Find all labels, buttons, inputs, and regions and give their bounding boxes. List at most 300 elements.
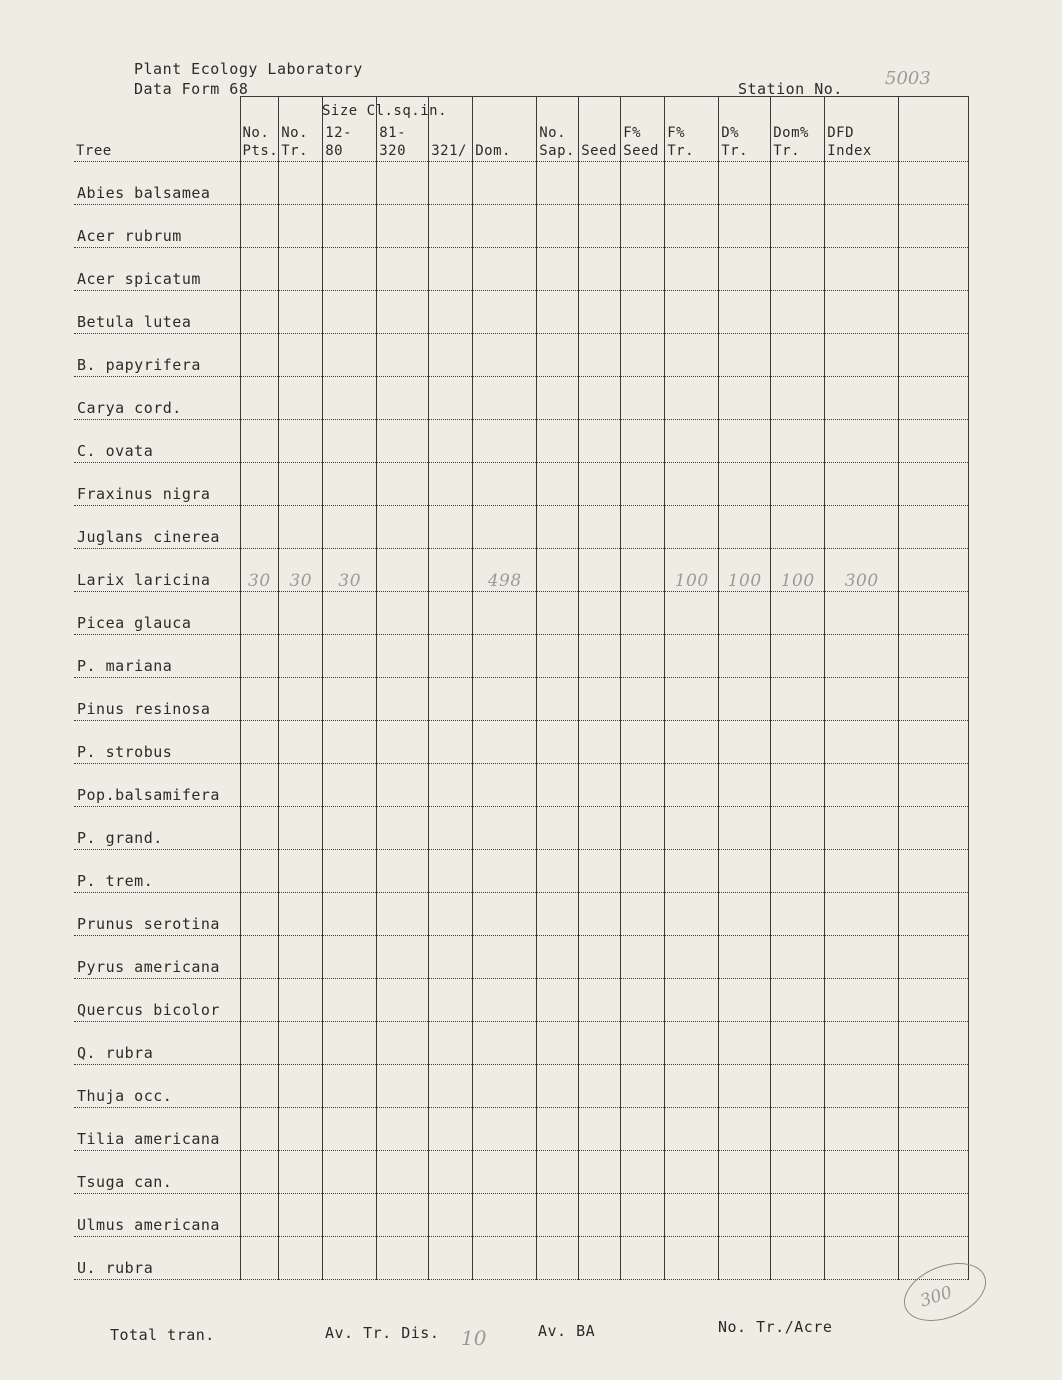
cell-pts xyxy=(240,1194,279,1237)
cell-fseed xyxy=(621,1108,665,1151)
table-row xyxy=(74,334,969,377)
cell-fseed xyxy=(621,1022,665,1065)
tree-name: Thuja occ. xyxy=(77,1087,173,1105)
cell-seed xyxy=(579,549,621,592)
cell-pts xyxy=(240,807,279,850)
column-header-s81 xyxy=(377,97,429,162)
cell-sap xyxy=(537,162,579,205)
cell-seed xyxy=(579,205,621,248)
cell-sap xyxy=(537,1151,579,1194)
cell-x1 xyxy=(899,1022,969,1065)
cell-domtr xyxy=(771,807,825,850)
cell-sap xyxy=(537,334,579,377)
column-header-s321 xyxy=(429,97,473,162)
cell-pts xyxy=(240,635,279,678)
cell-pts xyxy=(240,1065,279,1108)
cell-pts xyxy=(240,162,279,205)
cell-x1 xyxy=(899,936,969,979)
footer-total-label: Total tran. xyxy=(110,1326,215,1344)
cell-dfd xyxy=(825,506,899,549)
cell-s81 xyxy=(377,893,429,936)
footer-av-tr-dis-label: Av. Tr. Dis. xyxy=(325,1324,440,1342)
tree-name-cell xyxy=(74,1022,240,1065)
cell-tr xyxy=(279,1022,323,1065)
cell-dom xyxy=(473,893,537,936)
cell-x1 xyxy=(899,807,969,850)
cell-dtr xyxy=(719,592,771,635)
cell-s12 xyxy=(323,850,377,893)
cell-seed xyxy=(579,721,621,764)
tree-name: Fraxinus nigra xyxy=(77,485,211,503)
cell-tr xyxy=(279,1237,323,1280)
cell-s81 xyxy=(377,506,429,549)
cell-sap xyxy=(537,420,579,463)
table-row xyxy=(74,162,969,205)
cell-ftr xyxy=(665,936,719,979)
cell-fseed xyxy=(621,1151,665,1194)
cell-ftr xyxy=(665,1151,719,1194)
cell-tr xyxy=(279,592,323,635)
cell-x1 xyxy=(899,420,969,463)
cell-tr xyxy=(279,936,323,979)
cell-s12 xyxy=(323,205,377,248)
cell-s81 xyxy=(377,420,429,463)
cell-dtr xyxy=(719,850,771,893)
cell-tr xyxy=(279,205,323,248)
cell-domtr xyxy=(771,291,825,334)
cell-pts xyxy=(240,764,279,807)
cell-domtr xyxy=(771,334,825,377)
column-header-fseed xyxy=(621,97,665,162)
tree-name-cell xyxy=(74,1065,240,1108)
cell-tr xyxy=(279,506,323,549)
table-row xyxy=(74,549,969,592)
cell-fseed xyxy=(621,420,665,463)
cell-pts xyxy=(240,334,279,377)
cell-ftr xyxy=(665,850,719,893)
tree-name-cell xyxy=(74,1108,240,1151)
tree-name-cell xyxy=(74,635,240,678)
cell-s321 xyxy=(429,721,473,764)
cell-tr xyxy=(279,420,323,463)
cell-sap xyxy=(537,506,579,549)
cell-dtr xyxy=(719,635,771,678)
cell-sap xyxy=(537,979,579,1022)
cell-s81 xyxy=(377,1108,429,1151)
cell-x1 xyxy=(899,850,969,893)
cell-dfd xyxy=(825,1022,899,1065)
cell-x1 xyxy=(899,893,969,936)
tree-name: Carya cord. xyxy=(77,399,182,417)
cell-pts xyxy=(240,291,279,334)
cell-domtr xyxy=(771,1065,825,1108)
cell-ftr xyxy=(665,506,719,549)
tree-name-cell xyxy=(74,678,240,721)
cell-fseed xyxy=(621,205,665,248)
cell-pts xyxy=(240,592,279,635)
cell-s321 xyxy=(429,807,473,850)
cell-dtr xyxy=(719,678,771,721)
tree-name: Prunus serotina xyxy=(77,915,220,933)
cell-dfd xyxy=(825,1065,899,1108)
cell-sap xyxy=(537,291,579,334)
cell-s12 xyxy=(323,1108,377,1151)
table-row xyxy=(74,205,969,248)
cell-s81 xyxy=(377,592,429,635)
cell-s321 xyxy=(429,936,473,979)
cell-tr xyxy=(279,721,323,764)
cell-x1 xyxy=(899,205,969,248)
cell-ftr xyxy=(665,764,719,807)
cell-fseed xyxy=(621,807,665,850)
cell-dfd xyxy=(825,893,899,936)
cell-dom xyxy=(473,1065,537,1108)
cell-pts xyxy=(240,1237,279,1280)
column-header-tree xyxy=(74,97,240,162)
cell-tr xyxy=(279,807,323,850)
footer-circled-value: 300 xyxy=(917,1282,955,1312)
cell-s81 xyxy=(377,162,429,205)
cell-x1 xyxy=(899,1065,969,1108)
cell-seed xyxy=(579,678,621,721)
cell-ftr xyxy=(665,205,719,248)
cell-seed xyxy=(579,764,621,807)
column-header-s12 xyxy=(323,97,377,162)
cell-x1 xyxy=(899,721,969,764)
tree-name: Pinus resinosa xyxy=(77,700,211,718)
cell-ftr xyxy=(665,721,719,764)
tree-name-cell xyxy=(74,549,240,592)
cell-dfd xyxy=(825,592,899,635)
column-header-dtr xyxy=(719,97,771,162)
cell-x1 xyxy=(899,678,969,721)
cell-fseed xyxy=(621,850,665,893)
cell-s12 xyxy=(323,162,377,205)
cell-dtr xyxy=(719,1151,771,1194)
cell-dom xyxy=(473,1237,537,1280)
tree-name: P. trem. xyxy=(77,872,154,890)
cell-seed xyxy=(579,807,621,850)
cell-s12 xyxy=(323,721,377,764)
cell-tr xyxy=(279,1065,323,1108)
cell-dom xyxy=(473,1194,537,1237)
cell-dfd xyxy=(825,807,899,850)
cell-domtr: 100 xyxy=(771,549,825,592)
cell-s81 xyxy=(377,377,429,420)
cell-fseed xyxy=(621,1194,665,1237)
tree-name: Acer spicatum xyxy=(77,270,201,288)
cell-pts xyxy=(240,377,279,420)
cell-s12 xyxy=(323,334,377,377)
cell-pts xyxy=(240,721,279,764)
tree-name-cell xyxy=(74,1151,240,1194)
cell-dom xyxy=(473,377,537,420)
tree-name-cell xyxy=(74,334,240,377)
cell-s81 xyxy=(377,463,429,506)
cell-dtr xyxy=(719,291,771,334)
cell-dtr xyxy=(719,205,771,248)
tree-name: C. ovata xyxy=(77,442,154,460)
tree-name: Pyrus americana xyxy=(77,958,220,976)
table-row xyxy=(74,248,969,291)
cell-s12 xyxy=(323,1194,377,1237)
column-header-pts xyxy=(240,97,279,162)
cell-pts xyxy=(240,248,279,291)
cell-dtr xyxy=(719,936,771,979)
cell-dom xyxy=(473,248,537,291)
footer-av-ba-label: Av. BA xyxy=(538,1322,596,1340)
cell-x1 xyxy=(899,248,969,291)
tree-name: Larix laricina xyxy=(77,571,211,589)
cell-fseed xyxy=(621,162,665,205)
cell-dtr xyxy=(719,807,771,850)
cell-domtr xyxy=(771,979,825,1022)
column-header-label: D% Tr. xyxy=(721,125,749,159)
cell-seed xyxy=(579,248,621,291)
column-header-dfd xyxy=(825,97,899,162)
station-value: 5003 xyxy=(885,68,931,89)
tree-name: B. papyrifera xyxy=(77,356,201,374)
cell-s12 xyxy=(323,1022,377,1065)
cell-domtr xyxy=(771,936,825,979)
tree-name-cell xyxy=(74,1237,240,1280)
cell-sap xyxy=(537,635,579,678)
footer-no-tr-acre-label: No. Tr./Acre xyxy=(718,1318,833,1336)
cell-dom xyxy=(473,850,537,893)
cell-s321 xyxy=(429,764,473,807)
table-row xyxy=(74,1108,969,1151)
cell-fseed xyxy=(621,1237,665,1280)
table-row xyxy=(74,506,969,549)
tree-name: P. mariana xyxy=(77,657,173,675)
data-table xyxy=(74,96,969,1280)
cell-seed xyxy=(579,635,621,678)
cell-seed xyxy=(579,1194,621,1237)
cell-seed xyxy=(579,1022,621,1065)
cell-dfd xyxy=(825,979,899,1022)
cell-s12 xyxy=(323,807,377,850)
table-row xyxy=(74,463,969,506)
cell-sap xyxy=(537,807,579,850)
cell-domtr xyxy=(771,678,825,721)
cell-domtr xyxy=(771,420,825,463)
table-row xyxy=(74,936,969,979)
cell-dtr xyxy=(719,1065,771,1108)
column-header-tr xyxy=(279,97,323,162)
cell-dfd xyxy=(825,334,899,377)
size-class-header: Size Cl.sq.in. xyxy=(322,103,448,119)
cell-pts xyxy=(240,678,279,721)
cell-s12 xyxy=(323,1151,377,1194)
tree-name-cell xyxy=(74,592,240,635)
cell-fseed xyxy=(621,764,665,807)
cell-seed xyxy=(579,850,621,893)
tree-name: Abies balsamea xyxy=(77,184,211,202)
cell-dfd xyxy=(825,721,899,764)
column-header-label: No. Pts. xyxy=(242,125,279,159)
cell-pts xyxy=(240,205,279,248)
cell-dfd xyxy=(825,291,899,334)
cell-domtr xyxy=(771,1194,825,1237)
cell-ftr xyxy=(665,1194,719,1237)
cell-pts xyxy=(240,850,279,893)
cell-dfd xyxy=(825,1194,899,1237)
cell-tr xyxy=(279,979,323,1022)
cell-s81 xyxy=(377,1151,429,1194)
cell-tr xyxy=(279,635,323,678)
cell-dom xyxy=(473,936,537,979)
cell-s321 xyxy=(429,592,473,635)
cell-s321 xyxy=(429,205,473,248)
table-row xyxy=(74,1151,969,1194)
cell-fseed xyxy=(621,893,665,936)
cell-pts xyxy=(240,1022,279,1065)
tree-name-cell xyxy=(74,162,240,205)
column-header-label: Seed xyxy=(581,143,617,159)
cell-fseed xyxy=(621,506,665,549)
cell-seed xyxy=(579,506,621,549)
cell-s12 xyxy=(323,1065,377,1108)
cell-domtr xyxy=(771,463,825,506)
station-label: Station No. xyxy=(738,80,843,98)
tree-name-cell xyxy=(74,850,240,893)
cell-ftr xyxy=(665,1237,719,1280)
table-row xyxy=(74,377,969,420)
cell-s12 xyxy=(323,1237,377,1280)
tree-name-cell xyxy=(74,721,240,764)
cell-x1 xyxy=(899,549,969,592)
column-header-domtr xyxy=(771,97,825,162)
tree-name: U. rubra xyxy=(77,1259,154,1277)
tree-name: Juglans cinerea xyxy=(77,528,220,546)
cell-x1 xyxy=(899,334,969,377)
cell-pts xyxy=(240,979,279,1022)
cell-domtr xyxy=(771,592,825,635)
tree-name-cell xyxy=(74,1194,240,1237)
cell-dom xyxy=(473,1108,537,1151)
cell-dfd xyxy=(825,1151,899,1194)
cell-fseed xyxy=(621,334,665,377)
cell-s321 xyxy=(429,893,473,936)
lab-title: Plant Ecology Laboratory xyxy=(134,60,363,78)
cell-s81 xyxy=(377,248,429,291)
cell-sap xyxy=(537,1065,579,1108)
cell-dtr xyxy=(719,334,771,377)
column-header-label: No. Sap. xyxy=(539,125,575,159)
cell-dtr xyxy=(719,979,771,1022)
cell-dfd xyxy=(825,377,899,420)
cell-seed xyxy=(579,1065,621,1108)
cell-s81 xyxy=(377,850,429,893)
table-row xyxy=(74,420,969,463)
cell-sap xyxy=(537,592,579,635)
cell-tr xyxy=(279,1151,323,1194)
cell-sap xyxy=(537,463,579,506)
cell-ftr xyxy=(665,1065,719,1108)
tree-name-cell xyxy=(74,764,240,807)
cell-pts xyxy=(240,506,279,549)
table-row xyxy=(74,893,969,936)
cell-s12 xyxy=(323,635,377,678)
cell-s12 xyxy=(323,764,377,807)
cell-s81 xyxy=(377,721,429,764)
tree-name-cell xyxy=(74,248,240,291)
table-row xyxy=(74,1065,969,1108)
cell-s81 xyxy=(377,1022,429,1065)
cell-ftr xyxy=(665,635,719,678)
column-header-label: Dom% Tr. xyxy=(773,125,809,159)
cell-s12 xyxy=(323,377,377,420)
cell-s81 xyxy=(377,1194,429,1237)
cell-s12 xyxy=(323,506,377,549)
cell-domtr xyxy=(771,764,825,807)
cell-ftr xyxy=(665,678,719,721)
cell-seed xyxy=(579,291,621,334)
cell-dom xyxy=(473,334,537,377)
cell-dtr xyxy=(719,506,771,549)
cell-x1 xyxy=(899,1194,969,1237)
cell-ftr xyxy=(665,1108,719,1151)
cell-sap xyxy=(537,549,579,592)
cell-tr xyxy=(279,248,323,291)
cell-s321 xyxy=(429,979,473,1022)
cell-pts xyxy=(240,1108,279,1151)
cell-s321 xyxy=(429,1151,473,1194)
cell-seed xyxy=(579,936,621,979)
column-header-label: 12- 80 xyxy=(325,125,353,159)
cell-s321 xyxy=(429,850,473,893)
cell-s81 xyxy=(377,291,429,334)
cell-dfd xyxy=(825,248,899,291)
cell-dom xyxy=(473,205,537,248)
cell-seed xyxy=(579,592,621,635)
cell-dom xyxy=(473,592,537,635)
cell-sap xyxy=(537,893,579,936)
cell-s321 xyxy=(429,1194,473,1237)
cell-x1 xyxy=(899,463,969,506)
cell-fseed xyxy=(621,678,665,721)
cell-seed xyxy=(579,979,621,1022)
column-header-label: F% Tr. xyxy=(667,125,695,159)
form-title: Data Form 68 xyxy=(134,80,249,98)
cell-pts xyxy=(240,420,279,463)
cell-s321 xyxy=(429,1108,473,1151)
tree-name: Acer rubrum xyxy=(77,227,182,245)
cell-dfd xyxy=(825,635,899,678)
cell-s321 xyxy=(429,1065,473,1108)
cell-s81 xyxy=(377,549,429,592)
cell-dtr xyxy=(719,1237,771,1280)
cell-dfd xyxy=(825,1237,899,1280)
column-header-x1 xyxy=(899,97,969,162)
cell-s12 xyxy=(323,936,377,979)
cell-dfd xyxy=(825,162,899,205)
tree-name-cell xyxy=(74,893,240,936)
cell-s321 xyxy=(429,248,473,291)
cell-domtr xyxy=(771,1022,825,1065)
table-row xyxy=(74,764,969,807)
cell-dom xyxy=(473,291,537,334)
cell-s81 xyxy=(377,334,429,377)
table-row xyxy=(74,807,969,850)
tree-name: P. grand. xyxy=(77,829,163,847)
cell-fseed xyxy=(621,248,665,291)
cell-s81 xyxy=(377,1065,429,1108)
cell-sap xyxy=(537,1108,579,1151)
cell-s12 xyxy=(323,979,377,1022)
cell-sap xyxy=(537,205,579,248)
cell-ftr xyxy=(665,893,719,936)
